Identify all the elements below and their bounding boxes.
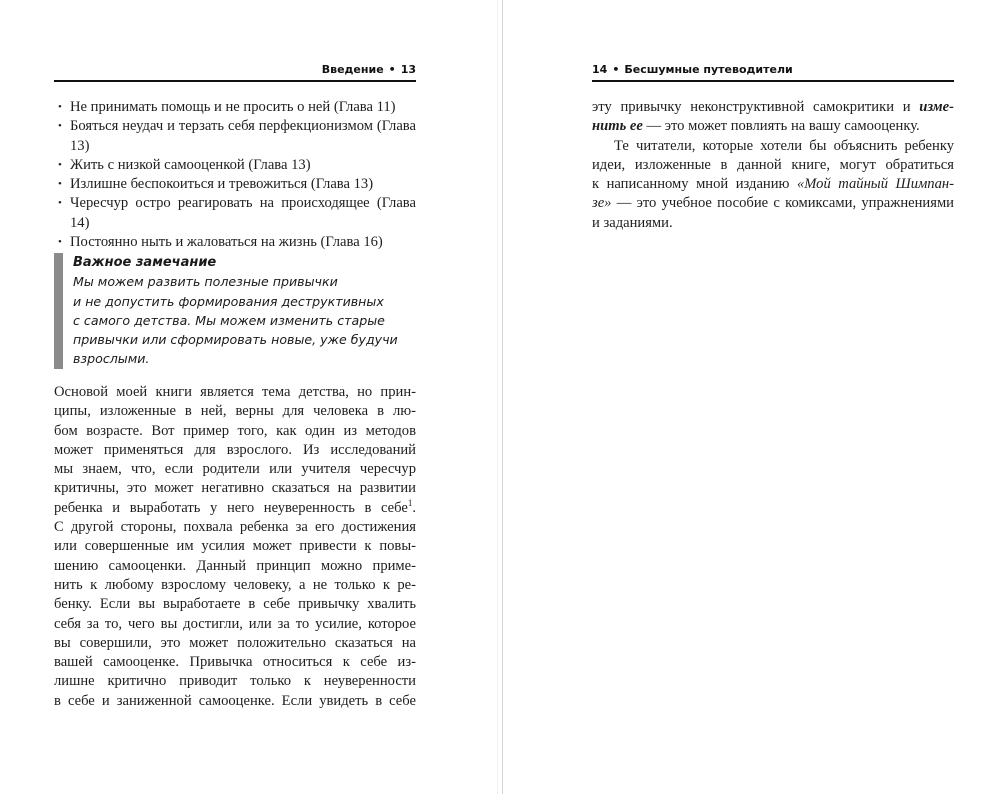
callout-line: привычки или сформировать новые, уже будучи [73, 332, 398, 348]
list-item-text: Излишне беспокоиться и тревожиться (Глава 13) [70, 176, 374, 193]
bullet-icon: • [58, 197, 62, 210]
text-line: критичны, это может негативно сказаться на развитии [54, 480, 416, 497]
emphasis-text: нить ее [592, 118, 643, 135]
text-line: может применяться для взрослого. Из исследований [54, 441, 416, 458]
text-line: ципы, изложенные в ней, верны для человека в лю- [54, 403, 416, 420]
important-note-callout [54, 253, 416, 369]
text-line: С другой стороны, похвала ребенка за его достижения [54, 519, 416, 536]
text-line: в себе и заниженной самооценке. Если увидеть в себе [54, 692, 416, 709]
text-line: Основой моей книги является тема детства, но прин- [54, 384, 416, 400]
running-head-right [592, 63, 954, 82]
bullet-icon: • [58, 236, 62, 249]
text-line: ребенка и выработать у него неуверенность в себе [54, 499, 408, 516]
text-span: — это учебное пособие с комиксами, упражнениями [611, 195, 954, 212]
text-line: лишне критично приводит только к неуверенности [54, 673, 416, 690]
book-title-reference: «Мой тайный Шимпан- [796, 176, 954, 193]
list-item-text: Постоянно ныть и жаловаться на жизнь (Глава 16) [70, 234, 383, 251]
bullet-icon: • [58, 120, 62, 133]
bullet-list [54, 98, 416, 252]
text-line: и заданиями. [592, 214, 673, 231]
text-line: себя за то, чего вы достигли, или за то усилие, которое [54, 615, 416, 632]
head-separator: • [388, 63, 396, 76]
bullet-icon: • [58, 178, 62, 191]
list-item [54, 194, 416, 233]
book-title-reference: зе» [592, 195, 612, 212]
text-line [592, 117, 954, 136]
text-line: бенку. Если вы выработаете в себе привычку хвалить [54, 596, 416, 613]
book-title: Бесшумные путеводители [624, 63, 793, 76]
text-line: бом возрасте. Вот пример того, как один из методов [54, 422, 416, 439]
section-title: Введение [321, 63, 384, 76]
text-span: — это может повлиять на вашу самооценку. [642, 118, 920, 135]
callout-line: и не допустить формирования деструктивных [73, 293, 384, 309]
text-line-with-footnote [54, 499, 416, 518]
body-paragraph [54, 383, 416, 711]
list-item-text: Не принимать помощь и не просить о ней (Глава 11) [70, 99, 396, 115]
left-page [54, 0, 416, 794]
text-line: идеи, изложенные в данной книге, могут обратиться [592, 156, 954, 173]
callout-title: Важное замечание [73, 255, 217, 270]
callout-line: взрослыми. [73, 351, 150, 367]
footnote-period: . [412, 499, 416, 516]
bullet-icon: • [58, 101, 62, 113]
text-line: нить к любому взрослому человеку, а не только к ре- [54, 576, 416, 593]
running-head-left [54, 63, 416, 82]
page-number: 13 [400, 63, 416, 76]
text-line: вы совершили, это может положительно сказаться на [54, 634, 416, 651]
head-separator: • [612, 63, 620, 76]
page-gutter-divider [502, 0, 503, 794]
bullet-icon: • [58, 158, 62, 171]
page-gutter-shadow [497, 0, 498, 794]
text-line [592, 194, 954, 213]
callout-line: с самого детства. Мы можем изменить старые [73, 312, 385, 328]
right-page [592, 0, 954, 794]
list-item-text: Жить с низкой самооценкой (Глава 13) [70, 156, 311, 173]
text-line: или совершенные им усилия может привести к повы- [54, 538, 416, 555]
list-item-text: Чересчур остро реагировать на происходящее (Глава 14) [70, 195, 416, 231]
page-number: 14 [592, 63, 608, 76]
emphasis-text: изме- [919, 99, 954, 115]
list-item [54, 117, 416, 156]
list-item [54, 98, 416, 117]
callout-line: Мы можем развить полезные привычки [73, 274, 338, 290]
list-item [54, 156, 416, 175]
text-line: Те читатели, которые хотели бы объяснить ребенку [614, 137, 954, 154]
list-item [54, 233, 416, 252]
footnote-marker[interactable]: 1 [407, 497, 413, 508]
text-line: вашей самооценке. Привычка относиться к себе из- [54, 654, 416, 671]
list-item [54, 175, 416, 194]
text-span: эту привычку неконструктивной самокритики и [592, 99, 920, 115]
text-line: шению самооценки. Данный принцип можно приме- [54, 557, 416, 574]
text-line [592, 98, 954, 117]
text-line: мы знаем, что, если родители или учителя чересчур [54, 461, 416, 478]
callout-bar [54, 253, 63, 369]
right-page-body [592, 98, 954, 233]
text-line [592, 175, 954, 194]
list-item-text: Бояться неудач и терзать себя перфекционизмом (Глава 13) [70, 118, 416, 154]
text-span: к написанному мной изданию [592, 176, 797, 193]
callout-content [73, 253, 413, 369]
